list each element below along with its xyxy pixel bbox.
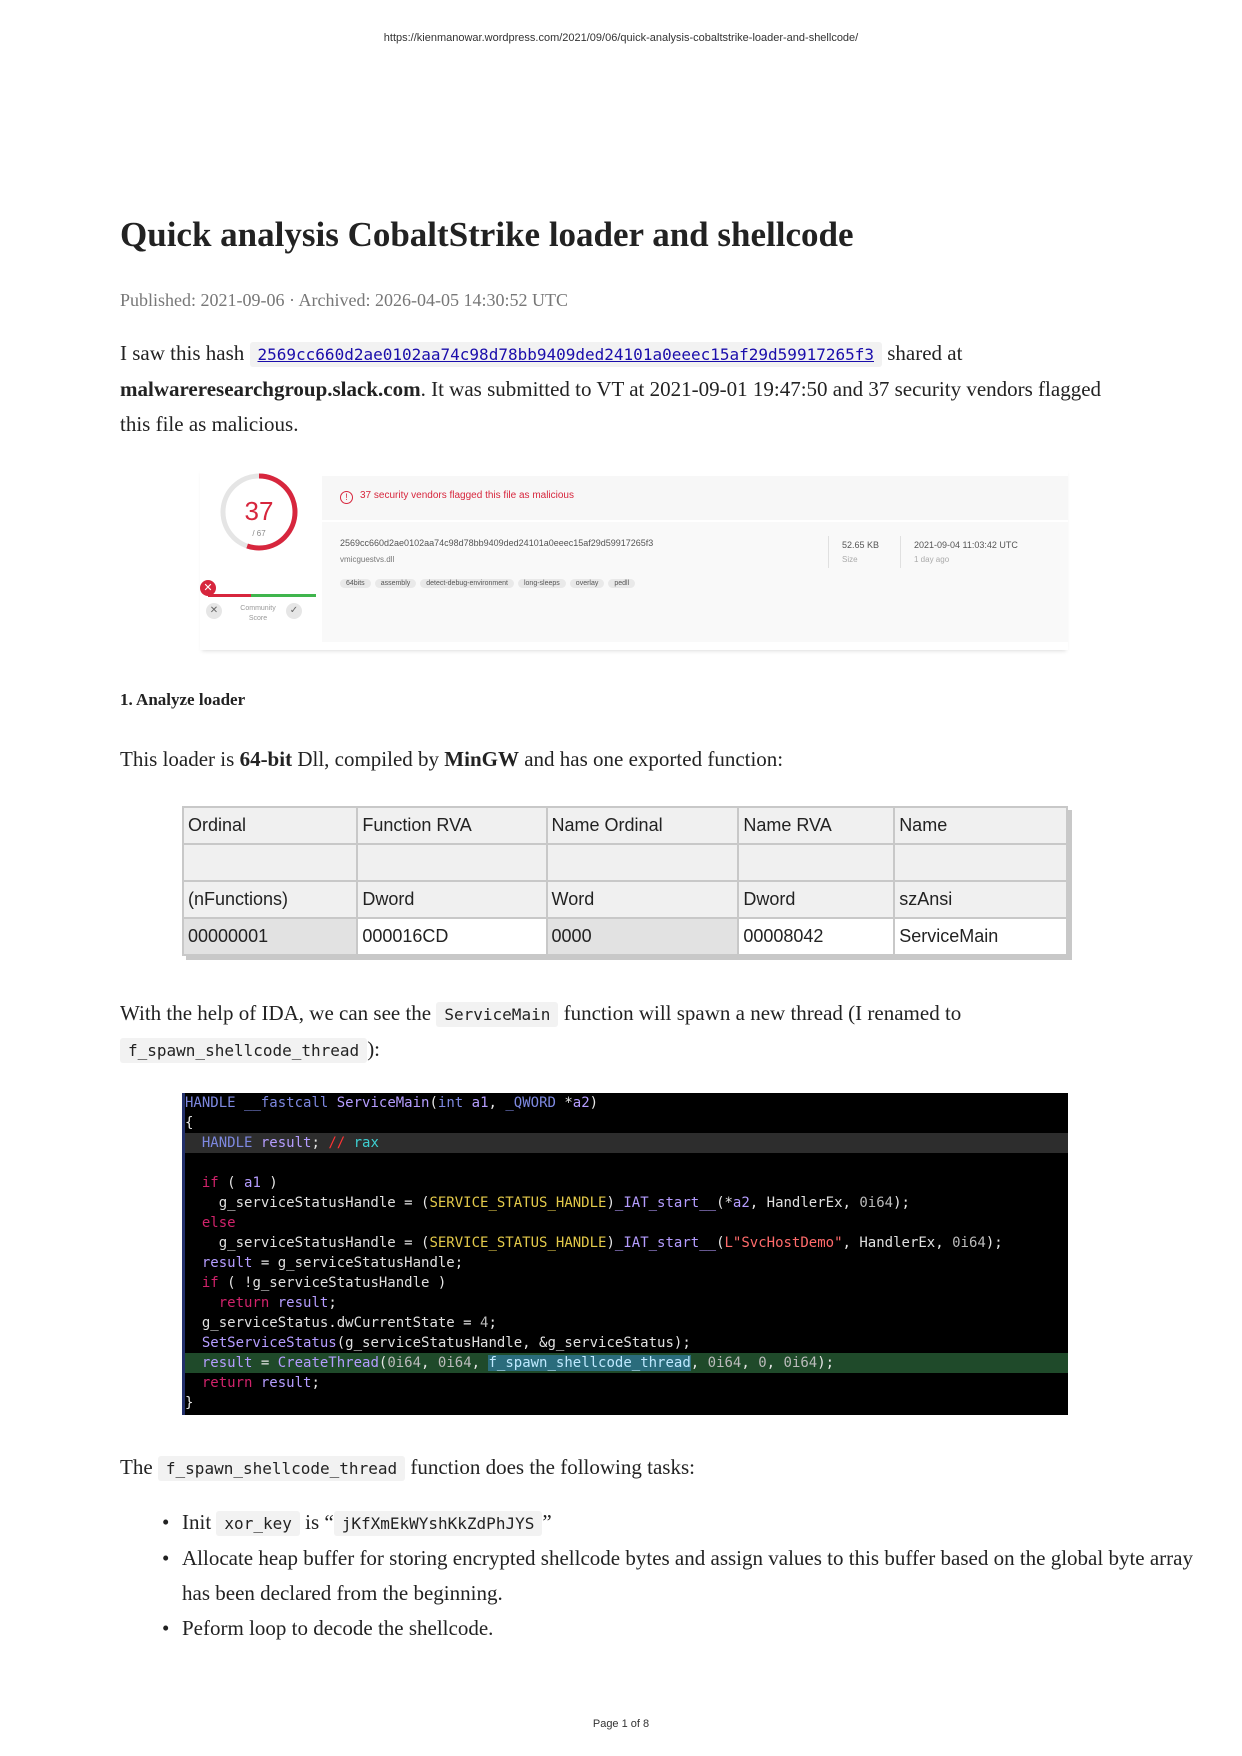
vote-down-icon[interactable]: ✕ (206, 603, 222, 619)
table-row (183, 844, 1067, 881)
table-cell: (nFunctions) (183, 881, 357, 918)
malicious-banner (322, 476, 1068, 520)
page-footer: Page 1 of 8 (592, 1718, 650, 1730)
inline-code: f_spawn_shellcode_thread (158, 1456, 405, 1481)
banner-message: 37 security vendors flagged this file as malicious (360, 490, 574, 501)
virustotal-screenshot (200, 468, 1068, 650)
section-heading: 1. Analyze loader (120, 690, 246, 709)
intro-paragraph: I saw this hash 2569cc660d2ae0102aa74c98d78bb9409ded24101a0eeec15af29d59917265f3 shared at malwareresearchgroup.slack.com. It was submitted to VT at 2021-09-01 19:47:50 and 37 security vendors flagged this file as malicious. (120, 341, 1102, 436)
tasks-list (120, 1505, 1222, 1646)
detection-score: 37 (244, 496, 274, 526)
article-meta: Published: 2021-09-06 · Archived: 2026-04-05 14:30:52 UTC (120, 290, 568, 310)
community-bar (208, 594, 316, 597)
hash-link[interactable]: 2569cc660d2ae0102aa74c98d78bb9409ded24101a0eeec15af29d59917265f3 (250, 342, 883, 367)
inline-code: ServiceMain (436, 1002, 558, 1027)
table-cell: Dword (738, 881, 894, 918)
inline-code: f_spawn_shellcode_thread (120, 1038, 367, 1063)
table-header: Function RVA (357, 807, 546, 844)
table-header: Name Ordinal (547, 807, 739, 844)
scan-age: 1 day ago (914, 555, 950, 564)
list-item: • Peform loop to decode the shellcode. (182, 1611, 1222, 1646)
table-cell: 00000001 (183, 918, 357, 955)
tag[interactable]: long-sleeps (518, 579, 566, 588)
table-cell: Dword (357, 881, 546, 918)
file-details (322, 522, 1068, 642)
tag[interactable]: assembly (375, 579, 417, 588)
divider (828, 536, 829, 568)
tasks-paragraph: The f_spawn_shellcode_thread function does the following tasks: (120, 1455, 695, 1479)
list-item: • Allocate heap buffer for storing encrypted shellcode bytes and assign values to this buffer based on the global byte array has been declared from the beginning. (182, 1541, 1222, 1611)
ida-paragraph: With the help of IDA, we can see the ServiceMain function will spawn a new thread (I renamed to f_spawn_shellcode_thread ): (120, 1001, 962, 1061)
tag[interactable]: 64bits (340, 579, 371, 588)
inline-code: xor_key (216, 1511, 299, 1536)
table-cell: 00008042 (738, 918, 894, 955)
table-cell: Word (547, 881, 739, 918)
table-header: Ordinal (183, 807, 357, 844)
table-row (183, 881, 1067, 918)
scan-date: 2021-09-04 11:03:42 UTC (914, 540, 1018, 550)
slack-domain: malwareresearchgroup.slack.com (120, 377, 421, 401)
table-cell: 000016CD (357, 918, 546, 955)
table-header: Name RVA (738, 807, 894, 844)
list-item: • Init xor_key is “ jKfXmEkWYshKkZdPhJYS ” (182, 1505, 1222, 1541)
file-tags (340, 572, 639, 590)
exports-table (182, 806, 1068, 956)
article-title: Quick analysis CobaltStrike loader and shellcode (120, 215, 854, 254)
page-url: https://kienmanowar.wordpress.com/2021/09/06/quick-analysis-cobaltstrike-loader-and-shellcode/ (383, 32, 859, 44)
file-name: vmicguestvs.dll (340, 555, 395, 564)
file-size: 52.65 KB (842, 540, 880, 550)
file-hash: 2569cc660d2ae0102aa74c98d78bb9409ded24101a0eeec15af29d59917265f3 (340, 538, 654, 548)
community-score-label: Community Score (240, 605, 276, 622)
table-header-row (183, 807, 1067, 844)
table-row (183, 918, 1067, 955)
ida-pseudocode-screenshot: HANDLE __fastcall ServiceMain(int a1, _QWORD *a2) { HANDLE result; // rax if ( a1 ) g_serviceStatusHandle = (SERVICE_STATUS_HANDLE)_IAT_start__(*a2, HandlerEx, 0i64); else g_serviceStatusHandle = (SERVICE_STATUS_HANDLE)_IAT_start__(L"SvcHostDemo", HandlerEx, 0i64); result = g_serviceStatusHandle; if ( !g_serviceStatusHandle ) return result; g_serviceStatus.dwCurrentState = 4; SetServiceStatus(g_serviceStatusHandle, &g_serviceStatus); result = CreateThread(0i64, 0i64, f_spawn_shellcode_thread, 0i64, 0, 0i64); return result; } (182, 1093, 1068, 1415)
malicious-x-icon: ✕ (200, 580, 216, 596)
table-cell: 0000 (547, 918, 739, 955)
table-cell: ServiceMain (894, 918, 1067, 955)
tag[interactable]: overlay (570, 579, 605, 588)
vote-up-icon[interactable]: ✓ (286, 603, 302, 619)
tag[interactable]: pedll (608, 579, 635, 588)
table-header: Name (894, 807, 1067, 844)
inline-code: jKfXmEkWYshKkZdPhJYS (334, 1511, 543, 1536)
detection-total: / 67 (252, 529, 266, 538)
tag[interactable]: detect-debug-environment (420, 579, 514, 588)
table-cell: szAnsi (894, 881, 1067, 918)
divider (900, 536, 901, 568)
loader-paragraph: This loader is 64-bit Dll, compiled by MinGW and has one exported function: (120, 747, 784, 771)
file-size-label: Size (842, 555, 858, 564)
warning-icon: ! (340, 491, 353, 504)
